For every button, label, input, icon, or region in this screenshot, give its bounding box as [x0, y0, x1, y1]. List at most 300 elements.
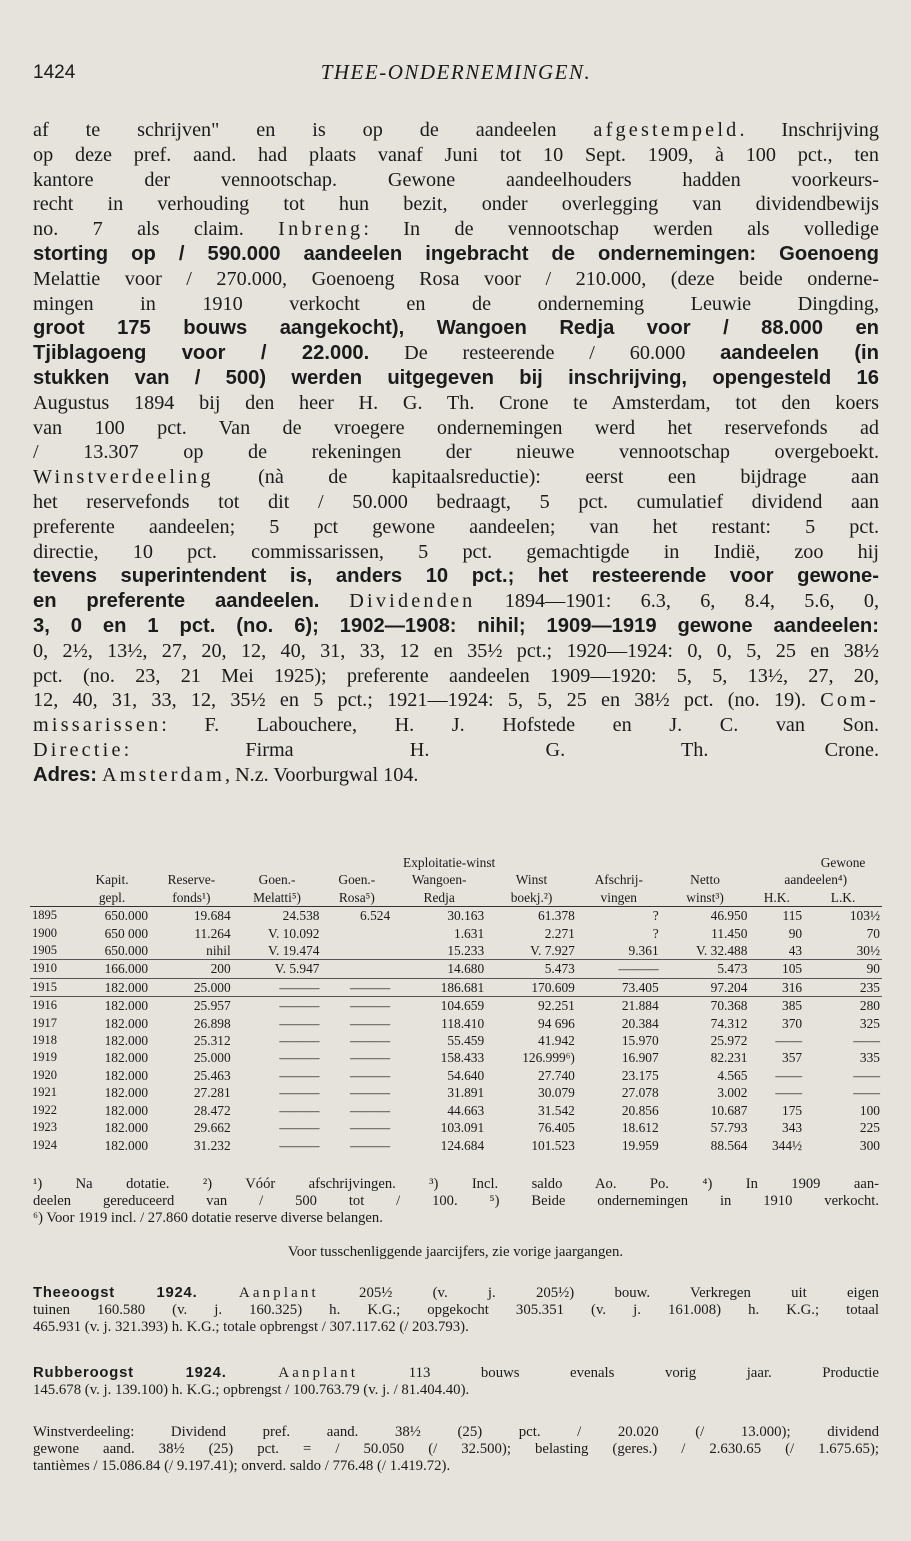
table-row: [30, 907, 882, 925]
table-cell: ———: [279, 1067, 320, 1083]
column-header: boekj.²): [486, 889, 577, 907]
bold-run: 3, 0 en 1 pct. (no. 6); 1902—1908: nihil; 1909—1919 gewone aandeelen:: [33, 614, 879, 637]
spaced-heading: Amsterdam: [102, 763, 225, 786]
column-header: Wangoen-: [411, 872, 467, 888]
table-row: [30, 978, 882, 996]
text-run: op deze pref. aand. had plaats vanaf Juni tot 10 Sept. 1909, à 100 pct., ten: [33, 143, 879, 166]
text-run: pct. (no. 23, 21 Mei 1925); preferente aandeelen 1909—1920: 5, 5, 13½, 27, 20,: [33, 664, 879, 687]
column-header: [749, 854, 804, 871]
year-cell: 1923: [32, 1120, 57, 1135]
table-cell: 124.684: [440, 1137, 485, 1153]
year-cell: 1917: [32, 1015, 57, 1030]
table-cell: 6.524: [360, 908, 391, 924]
column-header: fonds¹): [150, 889, 233, 907]
text-line: [33, 416, 879, 441]
table-cell: 20.856: [621, 1102, 659, 1118]
table-row: [30, 1137, 882, 1154]
text-run: : Firma H. G. Th. Crone.: [123, 738, 879, 761]
main-text: [33, 118, 879, 788]
table-cell: 70.368: [710, 998, 748, 1014]
table-cell: 31.232: [193, 1137, 231, 1153]
column-header: Goen.-: [338, 872, 376, 888]
column-header: [150, 854, 233, 871]
rubberoogst-paragraph: [33, 1365, 879, 1399]
reference-note: Voor tusschenliggende jaarcijfers, zie vorige jaargangen.: [287, 1244, 624, 1260]
spaced-heading: Winstverdeeling: [33, 466, 214, 489]
table-row: [30, 997, 882, 1015]
table-cell: 46.950: [710, 908, 748, 924]
table-cell: 28.472: [193, 1102, 231, 1118]
table-cell: 335: [859, 1050, 880, 1066]
section-label: Theeoogst 1924.: [33, 1285, 239, 1301]
column-header: [74, 854, 150, 871]
text-line: [33, 639, 879, 664]
text-run: 465.931 (v. j. 321.393) h. K.G.; totale opbrengst / 307.117.62 (/ 203.793).: [33, 1318, 469, 1335]
column-header: gepl.: [74, 889, 150, 907]
text-line: [33, 1365, 879, 1382]
text-line: [33, 490, 879, 515]
text-line: [33, 143, 879, 168]
table-cell: 23.175: [621, 1067, 659, 1083]
text-run: preferente aandeelen; 5 pct gewone aandeelen; van het restant: 5 pct.: [33, 515, 879, 538]
column-header: Rosa⁵): [321, 889, 392, 907]
table-cell: 182.000: [104, 1102, 149, 1118]
table-cell: ———: [279, 1085, 320, 1101]
table-cell: ———: [233, 978, 322, 996]
table-cell: 88.564: [710, 1137, 748, 1153]
text-line: [33, 1382, 879, 1399]
table-row: [30, 925, 882, 942]
text-run: gewone aand. 38½ (25) pct. = / 50.050 (/ 32.500); belasting (geres.) / 2.630.65 (/ 1.675.65);: [33, 1440, 879, 1457]
column-header: [577, 854, 661, 871]
table-cell: ———: [350, 1033, 391, 1049]
text-line: [33, 217, 879, 242]
year-cell: 1915: [30, 978, 74, 996]
column-header: Netto: [690, 872, 720, 888]
table-cell: 61.378: [538, 908, 575, 924]
text-line: [33, 589, 879, 614]
table-cell: 31.891: [447, 1085, 485, 1101]
table-cell: ——: [775, 1085, 803, 1101]
table-cell: 41.942: [538, 1033, 575, 1049]
column-header: Winst: [515, 872, 548, 888]
table-cell: 186.681: [392, 978, 486, 996]
table-cell: 97.204: [661, 978, 750, 996]
table-cell: 30.163: [447, 908, 485, 924]
table-cell: 280: [859, 998, 880, 1014]
column-header: Melatti⁵): [233, 889, 322, 907]
table-cell: 26.898: [193, 1015, 231, 1031]
table-cell: 166.000: [74, 960, 150, 978]
table-cell: 316: [749, 978, 804, 996]
text-run: : F. Labouchere, H. J. Hofstede en J. C. van Son.: [161, 714, 879, 737]
spaced-heading: Directie: [33, 738, 124, 761]
table-cell: 11.450: [711, 925, 748, 941]
table-cell: 370: [782, 1015, 803, 1031]
table-cell: ———: [279, 998, 320, 1014]
column-header: Kapit.: [95, 872, 129, 888]
text-run: , N.z. Voorburgwal 104.: [225, 763, 419, 786]
table-cell: 15.970: [621, 1033, 659, 1049]
text-run: no. 7 als claim.: [33, 218, 279, 241]
table-cell: 25.957: [193, 998, 231, 1014]
table-cell: V. 32.488: [661, 942, 750, 960]
text-run: (nà de kapitaalsreductie): eerst een bijdrage aan: [213, 466, 879, 489]
winstverdeeling-paragraph: [33, 1424, 879, 1474]
table-cell: 9.361: [577, 942, 661, 960]
table-cell: 357: [782, 1050, 803, 1066]
column-header: [233, 854, 322, 871]
table-row: [30, 1084, 882, 1101]
year-cell: 1910: [30, 960, 74, 978]
table-cell: ———: [350, 1137, 391, 1153]
text-line: [33, 564, 879, 589]
table-cell: 182.000: [104, 1085, 149, 1101]
table-cell: 27.740: [538, 1067, 575, 1083]
table-cell: 385: [782, 998, 803, 1014]
table-cell: 182.000: [104, 1050, 149, 1066]
page-header: [33, 58, 879, 92]
column-header: Gewone: [820, 855, 866, 870]
table-cell: 104.659: [440, 998, 485, 1014]
table-cell: 3.002: [717, 1085, 748, 1101]
table-cell: ———: [577, 960, 661, 978]
table-cell: V. 7.927: [486, 942, 577, 960]
spaced-heading: Inbreng: [278, 218, 364, 241]
table-cell: 103.091: [440, 1120, 485, 1136]
table-cell: 650.000: [104, 908, 149, 924]
table-cell: ———: [350, 1050, 391, 1066]
text-run: af te schrijven" en is op de aandeelen: [33, 119, 594, 141]
table-cell: 19.684: [193, 908, 231, 924]
table-cell: 10.687: [710, 1102, 748, 1118]
table-cell: 30.079: [538, 1085, 575, 1101]
text-run: 145.678 (v. j. 139.100) h. K.G.; opbrengst / 100.763.79 (v. j. / 81.404.40).: [33, 1381, 470, 1398]
text-run: Winstverdeeling: Dividend pref. aand. 38½ (25) pct. / 20.020 (/ 13.000); dividend: [33, 1424, 879, 1440]
spaced-heading: Aanplant: [278, 1365, 359, 1381]
table-cell: 55.459: [447, 1033, 485, 1049]
table-cell: ———: [350, 1120, 391, 1136]
text-line: [33, 1441, 879, 1458]
column-header: Goen.-: [258, 872, 296, 888]
text-run: 1894—1901: 6.3, 6, 8.4, 5.6, 0,: [475, 590, 879, 613]
column-header: aandeelen⁴): [784, 872, 848, 888]
year-cell: 1919: [32, 1050, 57, 1065]
table-cell: 29.662: [193, 1120, 231, 1136]
table-cell: ?: [652, 925, 659, 941]
table-cell: 57.793: [710, 1120, 748, 1136]
text-line: [33, 1302, 879, 1319]
text-run: 0, 2½, 13½, 27, 20, 12, 40, 31, 33, 12 en 35½ pct.; 1920—1924: 0, 0, 5, 25 en 38½: [33, 639, 879, 662]
table-cell: 2.271: [544, 925, 575, 941]
table-row: [30, 1102, 882, 1119]
table-header-row: [30, 889, 882, 907]
table-cell: 44.663: [447, 1102, 485, 1118]
year-cell: 1924: [32, 1137, 57, 1152]
table-cell: 43: [749, 942, 804, 960]
table-cell: 11.264: [194, 925, 231, 941]
text-line: [33, 391, 879, 416]
column-header: Afschrij-: [594, 872, 643, 888]
table-cell: 18.612: [621, 1120, 659, 1136]
table-cell: 54.640: [447, 1067, 485, 1083]
table-cell: 344½: [771, 1137, 803, 1153]
column-header: Redja: [392, 889, 486, 907]
table-cell: ———: [350, 1015, 391, 1031]
exploitation-table: [30, 854, 882, 1154]
table-cell: 31.542: [538, 1102, 575, 1118]
table-cell: 225: [859, 1120, 880, 1136]
text-line: [33, 316, 879, 341]
page-number: 1424: [33, 62, 76, 83]
text-run: : In de vennootschap werden als volledige: [363, 218, 879, 241]
table-cell: 325: [859, 1015, 880, 1031]
table-cell: 300: [859, 1137, 880, 1153]
table-cell: 70: [866, 925, 880, 941]
spaced-heading: Aanplant: [238, 1285, 319, 1301]
spaced-heading: Com-: [820, 689, 879, 712]
spaced-heading: afgestempeld: [593, 119, 740, 141]
text-line: [33, 540, 879, 565]
table-cell: 90: [804, 960, 882, 978]
section-label: Rubberoogst 1924.: [33, 1365, 279, 1381]
text-line: [33, 341, 879, 366]
text-run: 12, 40, 31, 33, 12, 35½ en 5 pct.; 1921—1924: 5, 5, 25 en 38½ pct. (no. 19).: [33, 689, 821, 712]
table-cell: 94 696: [538, 1015, 575, 1031]
bold-run: Tjiblagoeng voor / 22.000.: [33, 342, 370, 365]
text-run: 113 bouws evenals vorig jaar. Productie: [358, 1365, 879, 1381]
text-line: [33, 465, 879, 490]
table-cell: 25.463: [193, 1067, 231, 1083]
table-cell: 73.405: [577, 978, 661, 996]
table-cell: ———: [321, 978, 392, 996]
table-cell: 24.538: [282, 908, 320, 924]
table-row: [30, 1119, 882, 1136]
table-cell: 14.680: [392, 960, 486, 978]
table-cell: 343: [782, 1120, 803, 1136]
table-cell: ———: [279, 1120, 320, 1136]
table-cell: 200: [150, 960, 233, 978]
table-cell: 16.907: [621, 1050, 659, 1066]
column-header: Reserve-: [167, 872, 216, 888]
table-cell: ——: [853, 1085, 880, 1101]
table-cell: [321, 942, 392, 960]
table-cell: ———: [279, 1015, 320, 1031]
column-header: Exploitatie-winst: [403, 855, 496, 870]
table-row: [30, 1032, 882, 1049]
table-cell: 182.000: [74, 978, 150, 996]
table-cell: 1.631: [454, 925, 485, 941]
text-line: [33, 614, 879, 639]
table-cell: ———: [279, 1050, 320, 1066]
text-run: kantore der vennootschap. Gewone aandeelhouders hadden voorkeurs-: [33, 168, 879, 191]
text-line: [33, 168, 879, 193]
table-cell: 76.405: [538, 1120, 575, 1136]
bold-run: storting op / 590.000 aandeelen ingebracht de ondernemingen: Goenoeng: [33, 242, 879, 265]
table-cell: 30½: [804, 942, 882, 960]
text-line: [33, 440, 879, 465]
table-cell: ——: [853, 1067, 880, 1083]
text-run: . Inschrijving: [739, 119, 879, 141]
bold-run: tevens superintendent is, anders 10 pct.; het resteerende voor gewone-: [33, 565, 879, 588]
table-cell: 182.000: [104, 1120, 149, 1136]
text-line: [33, 763, 879, 788]
footnote: deelen gereduceerd van / 500 tot / 100. ⁵) Beide ondernemingen in 1910 verkocht.: [33, 1192, 879, 1209]
table-cell: 82.231: [710, 1050, 748, 1066]
table-cell: 118.410: [441, 1015, 485, 1031]
bold-run: stukken van / 500) werden uitgegeven bij inschrijving, opengesteld 16: [33, 366, 879, 389]
table-cell: 5.473: [661, 960, 750, 978]
table-cell: 182.000: [104, 1015, 149, 1031]
table-cell: V. 10.092: [268, 925, 320, 941]
bold-run: groot 175 bouws aangekocht), Wangoen Redja voor / 88.000 en: [33, 317, 879, 340]
column-header: winst³): [661, 889, 750, 907]
table-cell: 15.233: [392, 942, 486, 960]
year-cell: 1916: [32, 998, 57, 1013]
table-cell: ———: [350, 1102, 391, 1118]
table-cell: [321, 925, 392, 942]
column-header: [30, 889, 74, 907]
text-line: [33, 515, 879, 540]
table-header-row: [30, 871, 882, 888]
table-cell: 20.384: [621, 1015, 659, 1031]
column-header: [661, 854, 750, 871]
text-run: De resteerende / 60.000: [369, 342, 721, 365]
text-run: / 13.307 op de rekeningen der nieuwe vennootschap overgeboekt.: [33, 441, 879, 464]
table-cell: 27.281: [193, 1085, 231, 1101]
table-cell: ———: [279, 1137, 320, 1153]
text-line: [33, 1424, 879, 1441]
text-line: [33, 1458, 879, 1475]
text-run: tantièmes / 15.086.84 (/ 9.197.41); onverd. saldo / 776.48 (/ 1.419.72).: [33, 1457, 451, 1474]
table-cell: ———: [350, 998, 391, 1014]
table-cell: ———: [279, 1102, 320, 1118]
table-row: [30, 1049, 882, 1066]
table-cell: 25.312: [193, 1033, 231, 1049]
text-line: [33, 688, 879, 713]
text-line: [33, 267, 879, 292]
text-line: [33, 292, 879, 317]
table-cell: 90: [788, 925, 803, 941]
table-cell: 25.000: [150, 978, 233, 996]
footnote: ¹) Na dotatie. ²) Vóór afschrijvingen. ³) Incl. saldo Ao. Po. ⁴) In 1909 aan-: [33, 1176, 879, 1192]
year-cell: 1918: [32, 1033, 57, 1048]
text-line: [33, 192, 879, 217]
table-cell: 182.000: [104, 998, 149, 1014]
table-cell: 92.251: [538, 998, 575, 1014]
bold-run: aandeelen (in: [720, 342, 879, 365]
footnote: ⁶) Voor 1919 incl. / 27.860 dotatie reserve diverse belangen.: [33, 1209, 383, 1226]
table-cell: V. 5.947: [233, 960, 322, 978]
text-run: Augustus 1894 bij den heer H. G. Th. Crone te Amsterdam, tot den koers: [33, 391, 879, 414]
table-cell: 25.000: [193, 1050, 231, 1066]
text-run: het reservefonds tot dit / 50.000 bedraagt, 5 pct. cumulatief dividend aan: [33, 490, 879, 513]
table-cell: ———: [279, 1033, 320, 1049]
table-cell: ——: [775, 1067, 803, 1083]
text-run: 205½ (v. j. 205½) bouw. Verkregen uit eigen: [318, 1285, 879, 1301]
table-cell: 235: [804, 978, 882, 996]
text-run: tuinen 160.580 (v. j. 160.325) h. K.G.; opgekocht 305.351 (v. j. 161.008) h. K.G.; totaal: [33, 1301, 879, 1318]
spaced-heading: missarissen: [33, 714, 162, 737]
table-row: [30, 1067, 882, 1084]
table-cell: V. 19.474: [233, 942, 322, 960]
text-line: [33, 366, 879, 391]
text-run: Melattie voor / 270.000, Goenoeng Rosa voor / 210.000, (deze beide onderne-: [33, 267, 879, 290]
year-cell: 1905: [30, 942, 74, 960]
table-cell: ——: [775, 1033, 803, 1049]
text-line: [33, 1319, 879, 1336]
bold-run: Adres:: [33, 763, 97, 786]
table-cell: ———: [350, 1085, 391, 1101]
year-cell: 1920: [32, 1067, 57, 1082]
table-row: [30, 942, 882, 960]
text-run: mingen in 1910 verkocht en de onderneming Leuwie Dingding,: [33, 292, 879, 315]
text-run: directie, 10 pct. commissarissen, 5 pct. gemachtigde in Indië, zoo hij: [33, 540, 879, 563]
table-cell: 170.609: [486, 978, 577, 996]
table-cell: 101.523: [531, 1137, 575, 1153]
column-header: L.K.: [804, 889, 882, 907]
text-line: [33, 738, 879, 763]
table-header-row: [30, 854, 882, 871]
table-cell: 182.000: [104, 1137, 149, 1153]
text-line: [33, 1285, 879, 1302]
table-cell: 103½: [849, 908, 880, 924]
table-cell: 182.000: [104, 1033, 149, 1049]
table-cell: 105: [749, 960, 804, 978]
year-cell: 1895: [32, 908, 57, 923]
column-header: [30, 871, 74, 888]
year-cell: 1900: [32, 925, 57, 940]
table-cell: 175: [782, 1102, 803, 1118]
text-run: van 100 pct. Van de vroegere ondernemingen werd het reservefonds ad: [33, 416, 879, 439]
table-cell: ?: [652, 908, 659, 924]
table-cell: nihil: [150, 942, 233, 960]
table-cell: 27.078: [621, 1085, 659, 1101]
table-cell: ———: [350, 1067, 391, 1083]
running-title: THEE-ONDERNEMINGEN.: [320, 60, 592, 84]
table-cell: 126.999⁶): [522, 1050, 575, 1066]
table-cell: 19.959: [621, 1137, 659, 1153]
footnotes: [33, 1176, 879, 1226]
text-run: recht in verhouding tot hun bezit, onder overlegging van dividendbewijs: [33, 193, 879, 216]
table-cell: 650 000: [104, 925, 149, 941]
spaced-heading: Dividenden: [349, 590, 476, 613]
table-cell: 182.000: [104, 1067, 149, 1083]
column-header: H.K.: [749, 889, 804, 907]
table-cell: 115: [782, 908, 803, 924]
table-cell: 25.972: [710, 1033, 748, 1049]
theeoogst-paragraph: [33, 1285, 879, 1335]
column-header: vingen: [577, 889, 661, 907]
text-line: [33, 664, 879, 689]
text-line: [33, 713, 879, 738]
table-cell: 74.312: [710, 1015, 748, 1031]
table-cell: 21.884: [621, 998, 659, 1014]
column-header: [30, 854, 74, 871]
table-cell: 158.433: [440, 1050, 485, 1066]
table-cell: ——: [853, 1033, 880, 1049]
table-row: [30, 1015, 882, 1032]
table-cell: 5.473: [486, 960, 577, 978]
year-cell: 1922: [32, 1102, 57, 1117]
year-cell: 1921: [32, 1085, 57, 1100]
bold-run: en preferente aandeelen.: [33, 590, 350, 613]
table-cell: 650.000: [74, 942, 150, 960]
table-cell: 4.565: [717, 1067, 748, 1083]
table-row: [30, 960, 882, 978]
table-cell: 100: [859, 1102, 880, 1118]
text-line: [33, 242, 879, 267]
